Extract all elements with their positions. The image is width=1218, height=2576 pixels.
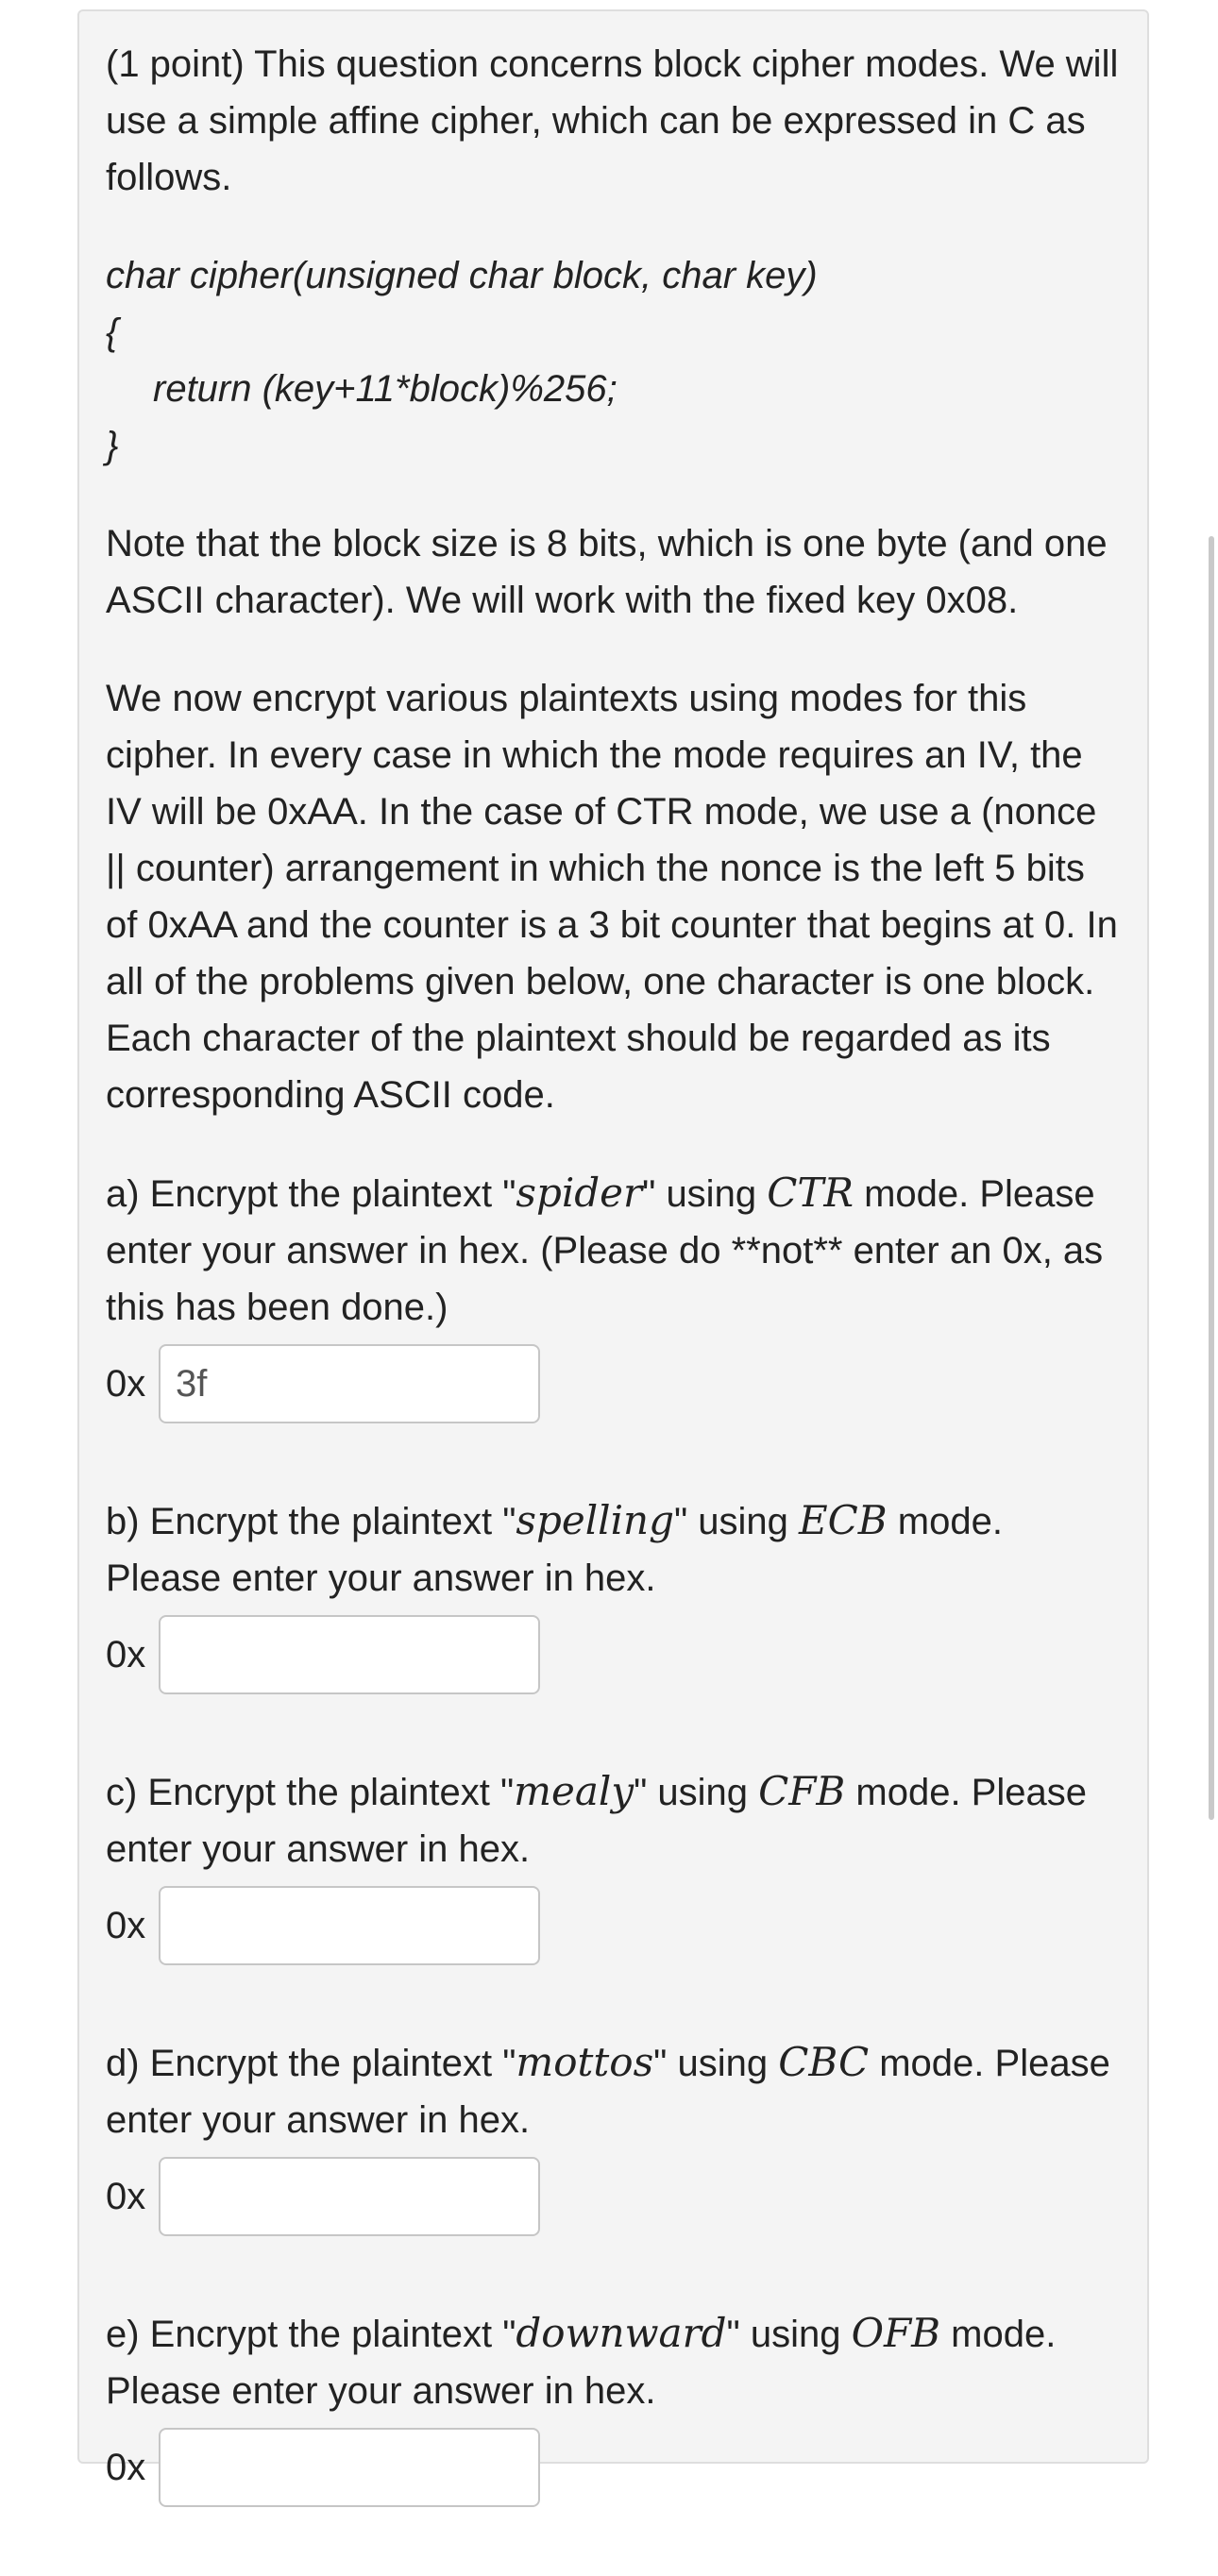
question-b — [106, 1492, 1125, 1697]
question-a — [106, 1165, 1125, 1426]
intro-text: (1 point) This question concerns block cipher modes. We will use a simple affine cipher, which can be expressed in C as follows. — [106, 43, 1119, 198]
mode-name: ECB — [799, 1497, 888, 1543]
question-text — [106, 1763, 1125, 1877]
question-suffix: mode. Please enter your answer in hex. — [106, 2043, 1110, 2141]
question-mid: " using — [642, 1173, 768, 1215]
answer-input-c[interactable] — [159, 1886, 540, 1965]
description-text: We now encrypt various plaintexts using modes for this cipher. In every case in which the mode requires an IV, the IV will be 0xAA. In the case of CTR mode, we use a (nonce || counter) arrangement in which the nonce is the left 5 bits of 0xAA and the counter is a 3 bit counter that begins at 0. In all of the problems given below, one character is one block. Each character of the plaintext should be regarded as its corresponding ASCII code. — [106, 678, 1118, 1116]
question-text — [106, 1492, 1125, 1607]
code-line: char cipher(unsigned char block, char key) — [106, 255, 818, 296]
code-line: { — [106, 311, 119, 353]
question-e — [106, 2305, 1125, 2510]
answer-input-d[interactable] — [159, 2157, 540, 2236]
question-mid: " using — [634, 1772, 759, 1813]
answer-input-a[interactable] — [159, 1344, 540, 1423]
question-suffix: mode. Please enter your answer in hex. (Please do **not** enter an 0x, as this has been done.) — [106, 1173, 1104, 1328]
plaintext: mottos — [516, 2039, 654, 2085]
question-prefix: a) Encrypt the plaintext " — [106, 1173, 516, 1215]
question-prefix: b) Encrypt the plaintext " — [106, 1501, 516, 1542]
plaintext: downward — [516, 2310, 727, 2356]
scrollbar[interactable] — [1209, 536, 1214, 1820]
answer-row — [106, 1341, 1125, 1426]
question-mid: " using — [726, 2314, 852, 2355]
hex-prefix: 0x — [106, 1363, 146, 1405]
question-prefix: e) Encrypt the plaintext " — [106, 2314, 516, 2355]
plaintext: mealy — [514, 1768, 634, 1814]
note-text: Note that the block size is 8 bits, which is one byte (and one ASCII character). We will work with the fixed key 0x08. — [106, 523, 1108, 621]
question-suffix: mode. Please enter your answer in hex. — [106, 1501, 1003, 1599]
question-c — [106, 1763, 1125, 1968]
answer-row — [106, 2425, 1125, 2510]
plaintext: spelling — [516, 1497, 674, 1543]
question-text — [106, 1165, 1125, 1336]
answer-input-e[interactable] — [159, 2428, 540, 2507]
question-text — [106, 2305, 1125, 2419]
code-block — [106, 247, 1125, 474]
code-line: } — [106, 425, 119, 466]
answer-row — [106, 1883, 1125, 1968]
question-suffix: mode. Please enter your answer in hex. — [106, 2314, 1057, 2412]
hex-prefix: 0x — [106, 2447, 146, 2488]
hex-prefix: 0x — [106, 1634, 146, 1675]
mode-name: CBC — [778, 2039, 870, 2085]
answer-row — [106, 2154, 1125, 2239]
problem-content — [106, 36, 1125, 2576]
question-prefix: d) Encrypt the plaintext " — [106, 2043, 516, 2084]
plaintext: spider — [516, 1170, 643, 1216]
mode-name: CFB — [758, 1768, 846, 1814]
question-d — [106, 2034, 1125, 2239]
code-line: return (key+11*block)%256; — [153, 368, 617, 410]
mode-name: CTR — [767, 1170, 854, 1216]
question-suffix: mode. Please enter your answer in hex. — [106, 1772, 1087, 1870]
answer-input-b[interactable] — [159, 1615, 540, 1694]
hex-prefix: 0x — [106, 1905, 146, 1946]
answer-row — [106, 1612, 1125, 1697]
question-prefix: c) Encrypt the plaintext " — [106, 1772, 515, 1813]
question-mid: " using — [673, 1501, 800, 1542]
question-text — [106, 2034, 1125, 2148]
mode-name: OFB — [851, 2310, 941, 2356]
hex-prefix: 0x — [106, 2176, 146, 2217]
question-mid: " using — [653, 2043, 779, 2084]
